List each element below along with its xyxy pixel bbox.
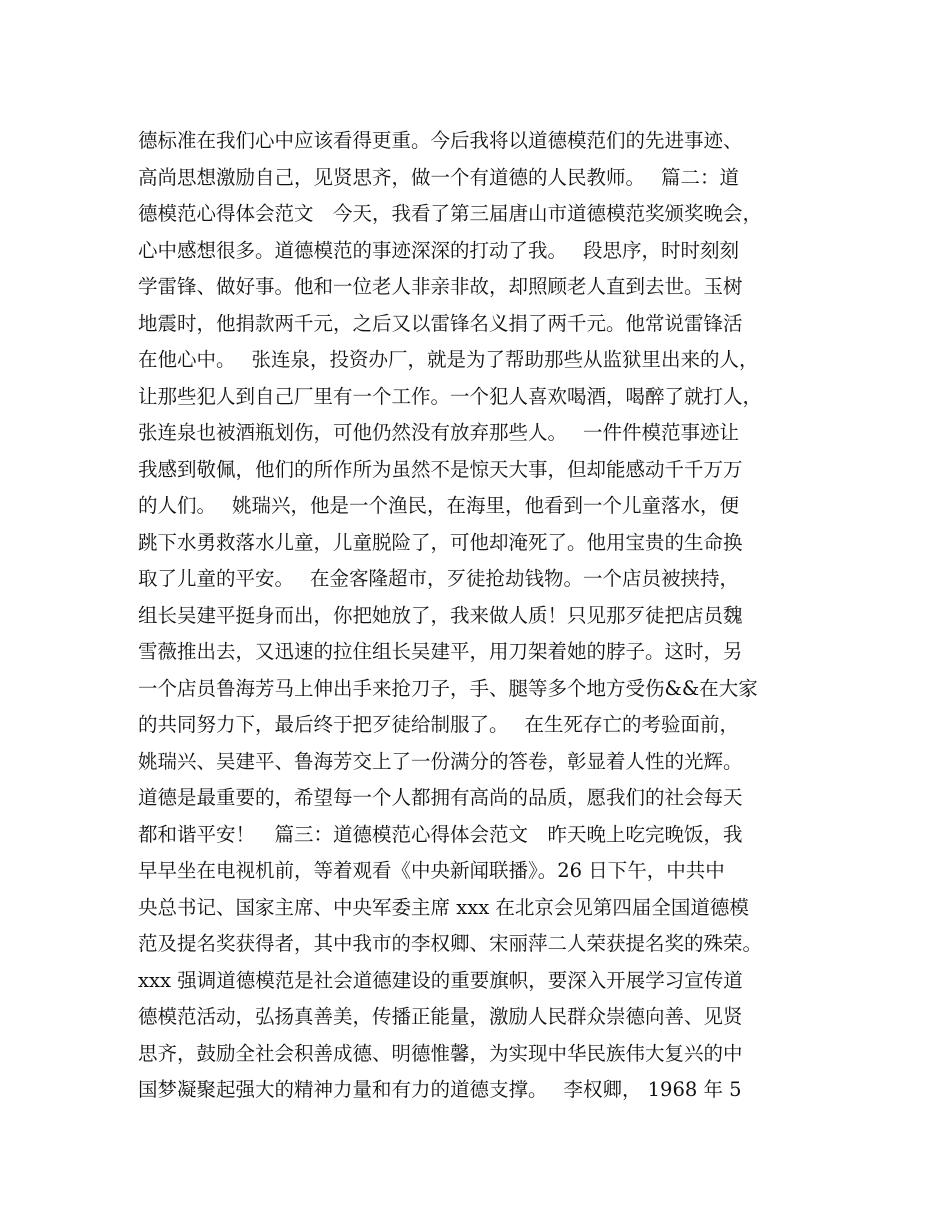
text-line: 的共同努力下，最后终于把歹徒给制服了。 在生死存亡的考验面前， [138, 713, 739, 736]
text-line: 张连泉也被酒瓶划伤，可他仍然没有放弃那些人。 一件件模范事迹让 [138, 421, 739, 444]
text-line: 道德是最重要的，希望每一个人都拥有高尚的品质，愿我们的社会每天 [138, 786, 743, 809]
text-line: 思齐，鼓励全社会积善成德、明德惟馨，为实现中华民族伟大复兴的中 [138, 1041, 743, 1065]
text-line: 让那些犯人到自己厂里有一个工作。一个犯人喜欢喝酒，喝醉了就打人， [138, 384, 763, 408]
text-line: 早早坐在电视机前，等着观看《中央新闻联播》。26 日下午，中共中 [138, 859, 725, 882]
text-line: 雪薇推出去，又迅速的拉住组长吴建平，用刀架着她的脖子。这时，另 [138, 640, 743, 663]
text-line: 范及提名奖获得者，其中我市的李权卿、宋丽萍二人荣获提名奖的殊荣。 [138, 932, 763, 955]
text-line: 央总书记、国家主席、中央军委主席 xxx 在北京会见第四届全国道德模 [138, 895, 749, 919]
text-line: 的人们。 姚瑞兴，他是一个渔民，在海里，他看到一个儿童落水，便 [138, 494, 739, 517]
text-line: 高尚思想激励自己，见贤思齐，做一个有道德的人民教师。 篇二：道 [138, 165, 739, 189]
text-line: 德标准在我们心中应该看得更重。今后我将以道德模范们的先进事迹、 [138, 129, 743, 152]
text-line: 国梦凝聚起强大的精神力量和有力的道德支撑。 李权卿， 1968 年 5 [138, 1078, 742, 1101]
text-line: 取了儿童的平安。 在金客隆超市，歹徒抢劫钱物。一个店员被挟持， [138, 567, 739, 590]
text-line: 在他心中。 张连泉，投资办厂，就是为了帮助那些从监狱里出来的人， [138, 348, 759, 371]
text-line: 一个店员鲁海芳马上伸出手来抢刀子，手、腿等多个地方受伤&&在大家 [138, 676, 758, 700]
text-line: 姚瑞兴、吴建平、鲁海芳交上了一份满分的答卷，彰显着人性的光辉。 [138, 749, 743, 773]
text-line: 跳下水勇救落水儿童，儿童脱险了，可他却淹死了。他用宝贵的生命换 [138, 530, 743, 554]
text-line: 都和谐平安！ 篇三：道德模范心得体会范文 昨天晚上吃完晚饭，我 [138, 822, 743, 846]
body-text [138, 123, 838, 1109]
text-line: xxx 强调道德模范是社会道德建设的重要旗帜，要深入开展学习宣传道 [138, 968, 743, 992]
text-line: 学雷锋、做好事。他和一位老人非亲非故，却照顾老人直到去世。玉树 [138, 275, 743, 298]
text-line: 组长吴建平挺身而出，你把她放了，我来做人质！只见那歹徒把店员魏 [138, 603, 743, 627]
text-line: 地震时，他捐款两千元，之后又以雷锋名义捐了两千元。他常说雷锋活 [138, 311, 743, 335]
text-line: 我感到敬佩，他们的所作所为虽然不是惊天大事，但却能感动千千万万 [138, 457, 743, 481]
text-line: 心中感想很多。道德模范的事迹深深的打动了我。 段思序，时时刻刻 [138, 238, 739, 262]
text-line: 德模范心得体会范文 今天，我看了第三届唐山市道德模范奖颁奖晚会， [138, 202, 763, 225]
text-line: 德模范活动，弘扬真善美，传播正能量，激励人民群众崇德向善、见贤 [138, 1005, 743, 1028]
